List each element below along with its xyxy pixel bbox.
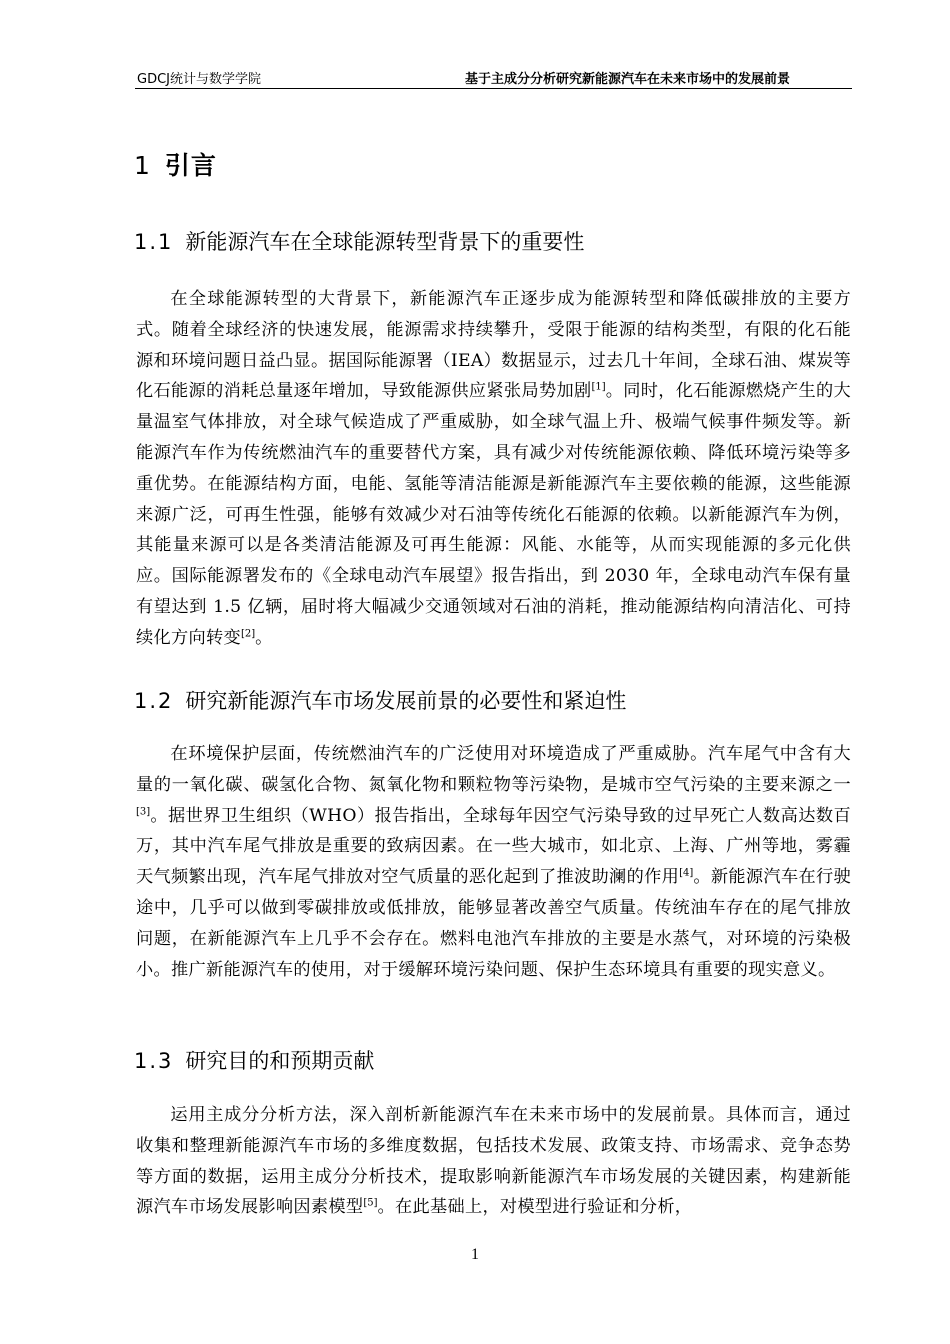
section-1-3-paragraph — [136, 1100, 851, 1223]
section-heading-1-1 — [134, 226, 584, 256]
section-1-2-paragraph — [136, 739, 851, 985]
paragraph-text: 在全球能源转型的大背景下，新能源汽车正逐步成为能源转型和降低碳排放的主要方式。随着全球经济的快速发展，能源需求持续攀升，受限于能源的结构类型，有限的化石能源和环境问题日益凸显。据国际能源署（IEA）数据显示，过去几十年间，全球石油、煤炭等化石能源的消耗总量逐年增加，导致能源供应紧张局势加剧 — [136, 289, 851, 402]
section-title: 新能源汽车在全球能源转型背景下的重要性 — [185, 230, 585, 254]
paragraph-text: 运用主成分分析方法，深入剖析新能源汽车在未来市场中的发展前景。具体而言，通过收集和整理新能源汽车市场的多维度数据，包括技术发展、政策支持、市场需求、竞争态势等方面的数据，运用主成分分析技术，提取影响新能源汽车市场发展的关键因素，构建新能源汽车市场发展影响因素模型 — [136, 1105, 851, 1218]
paragraph-text: 。同时，化石能源燃烧产生的大量温室气体排放，对全球气候造成了严重威胁，如全球气温上升、极端气候事件频发等。新能源汽车作为传统燃油汽车的重要替代方案，具有减少对传统能源依赖、降低环境污染等多重优势。在能源结构方面，电能、氢能等清洁能源是新能源汽车主要依赖的能源，这些能源来源广泛，可再生性强，能够有效减少对石油等传统化石能源的依赖。以新能源汽车为例，其能量来源可以是各类清洁能源及可再生能源：风能、水能等，从而实现能源的多元化供应。国际能源署发布的《全球电动汽车展望》报告指出，到 2030 年，全球电动汽车保有量有望达到 1.5 亿辆，届时将大幅减少交通领域对石油的消耗，推动能源结构向清洁化、可持续化方向转变 — [136, 381, 851, 648]
paragraph-text: 。新能源汽车在行驶途中，几乎可以做到零碳排放或低排放，能够显著改善空气质量。传统油车存在的尾气排放问题，在新能源汽车上几乎不会存在。燃料电池汽车排放的主要是水蒸气，对环境的污染极小。推广新能源汽车的使用，对于缓解环境污染问题、保护生态环境具有重要的现实意义。 — [136, 867, 851, 980]
section-number: 1.3 — [134, 1049, 174, 1073]
chapter-title: 引言 — [164, 151, 217, 180]
header-institution: GDCJ统计与数学学院 — [137, 72, 261, 87]
section-number: 1.2 — [134, 689, 174, 713]
section-heading-1-2 — [134, 685, 626, 715]
paragraph-text: 。 — [255, 627, 273, 648]
chapter-heading — [134, 146, 217, 182]
section-heading-1-3 — [134, 1045, 374, 1075]
paragraph-text: 。据世界卫生组织（WHO）报告指出，全球每年因空气污染导致的过早死亡人数高达数百万，其中汽车尾气排放是重要的致病因素。在一些大城市，如北京、上海、广州等地，雾霾天气频繁出现，汽车尾气排放对空气质量的恶化起到了推波助澜的作用 — [136, 805, 851, 888]
section-1-1-paragraph — [136, 284, 851, 654]
citation-ref: [4] — [679, 867, 694, 879]
citation-ref: [5] — [363, 1197, 378, 1209]
chapter-number: 1 — [134, 151, 151, 180]
citation-ref: [2] — [240, 628, 256, 640]
section-number: 1.1 — [134, 230, 174, 254]
running-header — [135, 66, 852, 89]
section-title: 研究新能源汽车市场发展前景的必要性和紧迫性 — [185, 689, 627, 713]
paragraph-text: 在环境保护层面，传统燃油汽车的广泛使用对环境造成了严重威胁。汽车尾气中含有大量的一氧化碳、碳氢化合物、氮氧化物和颗粒物等污染物，是城市空气污染的主要来源之一 — [136, 744, 851, 795]
paragraph-text: 。在此基础上，对模型进行验证和分析， — [377, 1197, 693, 1218]
header-paper-title: 基于主成分分析研究新能源汽车在未来市场中的发展前景 — [464, 72, 790, 87]
citation-ref: [1] — [591, 381, 606, 393]
section-title: 研究目的和预期贡献 — [185, 1049, 375, 1073]
page-number: 1 — [471, 1246, 479, 1263]
citation-ref: [3] — [136, 805, 151, 817]
